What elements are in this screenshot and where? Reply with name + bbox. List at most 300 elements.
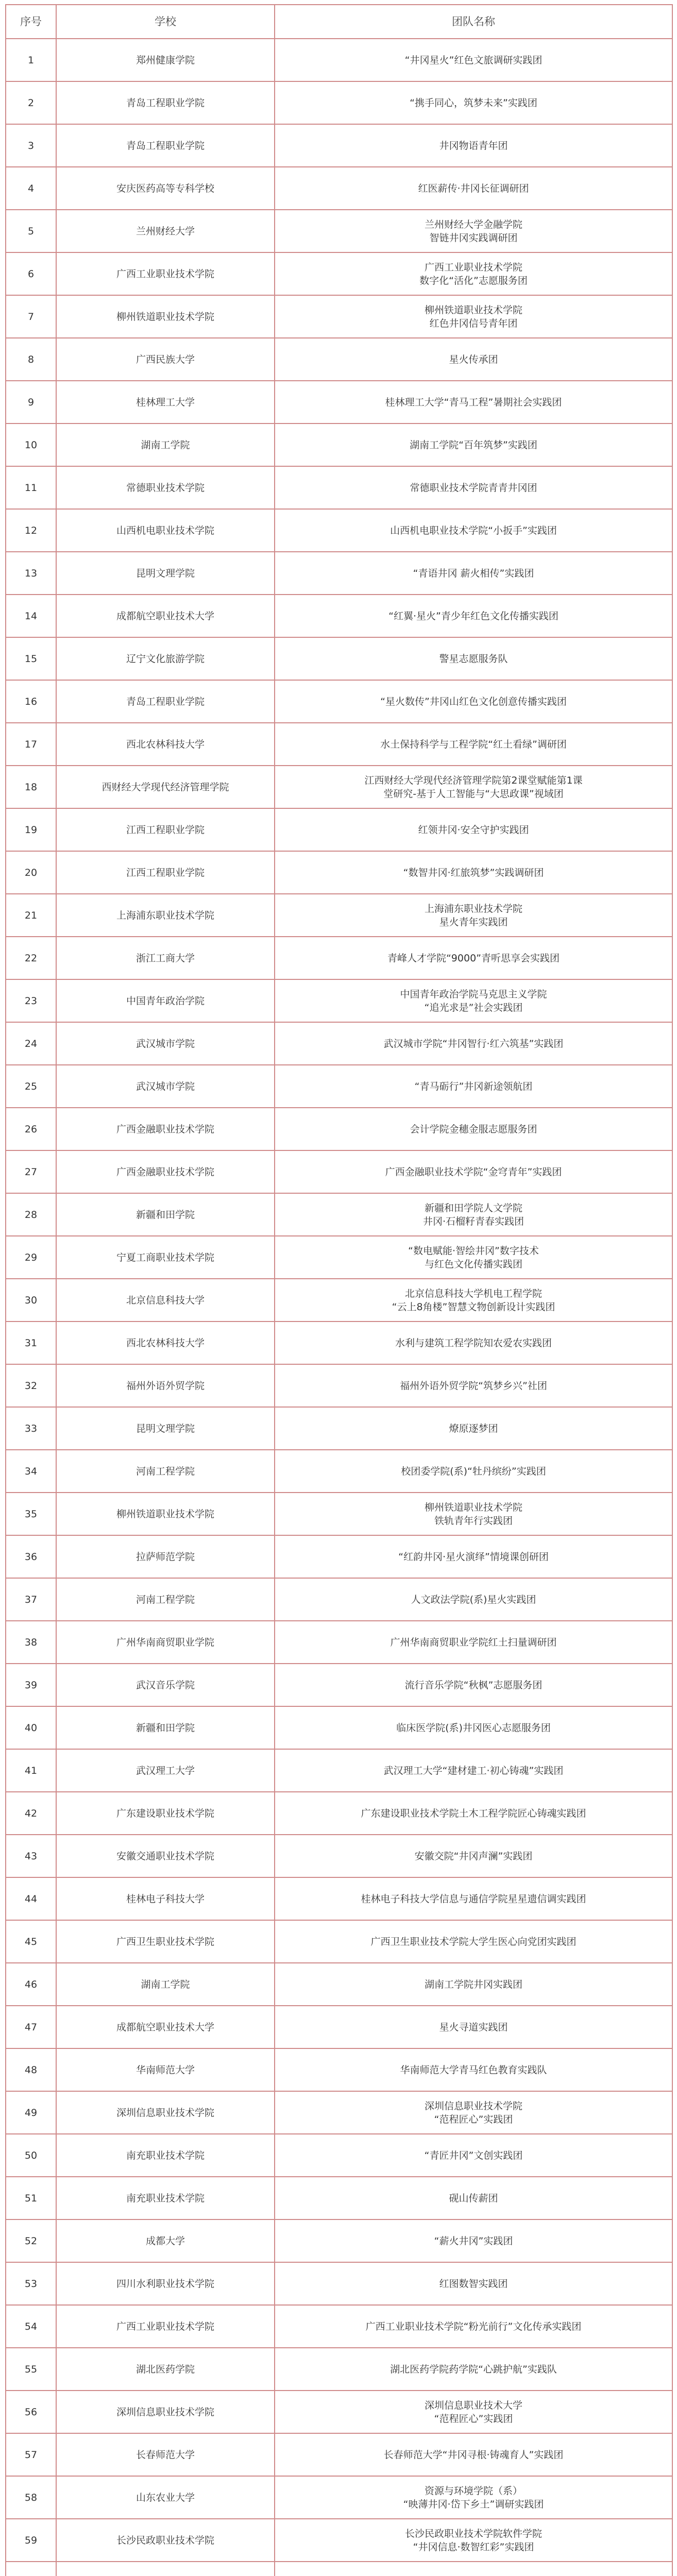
school-name: 武汉音乐学院 <box>56 1664 275 1706</box>
table-row <box>6 1535 672 1578</box>
team-name: 长沙民政职业技术学院软件学院 “井冈信息·数智红彩”实践团 <box>404 2528 542 2553</box>
school-name: 深圳信息职业技术学院 <box>56 2391 275 2433</box>
table-row <box>6 2476 672 2519</box>
team-name-cell <box>275 680 672 723</box>
team-name: 星火传承团 <box>449 353 498 365</box>
school-name <box>56 2562 275 2576</box>
row-number: 54 <box>6 2305 56 2348</box>
team-name-cell <box>275 39 672 81</box>
table-row <box>6 2219 672 2262</box>
team-name: 湖北医药学院药学院“心跳护航”实践队 <box>390 2363 557 2375</box>
row-number: 26 <box>6 1108 56 1150</box>
team-name: 红医薪传·井冈长征调研团 <box>418 182 529 194</box>
table-row <box>6 1792 672 1835</box>
team-name: “红翼·星火”青少年红色文化传播实践团 <box>388 610 558 622</box>
team-name: 安徽交院“井冈声澜”实践团 <box>414 1850 533 1862</box>
row-number: 40 <box>6 1706 56 1749</box>
team-name: 人文政法学院(系)星火实践团 <box>411 1594 536 1605</box>
table-row <box>6 2433 672 2476</box>
team-list-table <box>5 4 673 2576</box>
table-row <box>6 595 672 637</box>
school-name: 柳州铁道职业技术学院 <box>56 295 275 338</box>
table-body <box>6 39 672 2576</box>
team-name-cell <box>275 1150 672 1193</box>
row-number: 25 <box>6 1065 56 1108</box>
team-name-cell <box>275 2177 672 2219</box>
team-name-cell <box>275 466 672 509</box>
row-number: 37 <box>6 1578 56 1621</box>
table-row <box>6 2006 672 2048</box>
team-name: 红图数智实践团 <box>439 2278 508 2290</box>
header-team: 团队名称 <box>275 5 672 39</box>
table-row <box>6 1193 672 1236</box>
row-number: 34 <box>6 1450 56 1493</box>
header-school: 学校 <box>56 5 275 39</box>
school-name: 桂林电子科技大学 <box>56 1877 275 1920</box>
team-name: 桂林电子科技大学信息与通信学院星星遗信调实践团 <box>361 1893 586 1905</box>
team-name: 燎原逐梦团 <box>449 1422 498 1434</box>
table-row <box>6 2519 672 2562</box>
team-name: 深圳信息职业技术大学 “范程匠心”实践团 <box>424 2399 522 2425</box>
team-name-cell <box>275 124 672 167</box>
school-name: 昆明文理学院 <box>56 1407 275 1450</box>
team-name: 山西机电职业技术学院“小扳手”实践团 <box>390 524 557 536</box>
team-name: 江西财经大学现代经济管理学院第2课堂赋能第1课 堂研究-基于人工智能与“大思政课”视域团 <box>364 774 583 800</box>
school-name: 广州华南商贸职业学院 <box>56 1621 275 1664</box>
row-number: 27 <box>6 1150 56 1193</box>
table-row <box>6 723 672 766</box>
school-name: 广西民族大学 <box>56 338 275 381</box>
team-name-cell <box>275 1706 672 1749</box>
school-name: 深圳信息职业技术学院 <box>56 2091 275 2134</box>
row-number: 24 <box>6 1022 56 1065</box>
team-name-cell <box>275 1835 672 1877</box>
school-name: 福州外语外贸学院 <box>56 1364 275 1407</box>
table-row <box>6 1364 672 1407</box>
row-number: 58 <box>6 2476 56 2519</box>
table-row <box>6 1920 672 1963</box>
team-name-cell <box>275 2562 672 2576</box>
team-name-cell <box>275 1022 672 1065</box>
team-name: 福州外语外贸学院“筑梦乡兴”社团 <box>400 1380 547 1392</box>
row-number: 56 <box>6 2391 56 2433</box>
team-name-cell <box>275 2006 672 2048</box>
team-name-cell <box>275 595 672 637</box>
school-name: 南充职业技术学院 <box>56 2134 275 2177</box>
row-number: 43 <box>6 1835 56 1877</box>
row-number: 52 <box>6 2219 56 2262</box>
team-name: 广西金融职业技术学院“金穹青年”实践团 <box>385 1166 562 1178</box>
school-name: 河南工程学院 <box>56 1578 275 1621</box>
row-number: 15 <box>6 637 56 680</box>
table-row <box>6 1963 672 2006</box>
team-name: 华南师范大学青马红色教育实践队 <box>400 2064 547 2076</box>
table-row <box>6 2305 672 2348</box>
team-name-cell <box>275 894 672 937</box>
school-name: 江西工程职业学院 <box>56 851 275 894</box>
row-number: 32 <box>6 1364 56 1407</box>
team-name-cell <box>275 2476 672 2519</box>
school-name: 安徽交通职业技术学院 <box>56 1835 275 1877</box>
team-name-cell <box>275 637 672 680</box>
team-name-cell <box>275 2219 672 2262</box>
team-name-cell <box>275 1963 672 2006</box>
team-name-cell <box>275 937 672 979</box>
school-name: 新疆和田学院 <box>56 1193 275 1236</box>
school-name: 桂林理工大学 <box>56 381 275 423</box>
team-name: 武汉理工大学“建材建工·初心铸魂”实践团 <box>383 1765 564 1776</box>
table-row <box>6 680 672 723</box>
row-number: 53 <box>6 2262 56 2305</box>
row-number: 59 <box>6 2519 56 2562</box>
team-name: “青匠井冈”文创实践团 <box>424 2149 523 2161</box>
team-name: “数电赋能·智绘井冈”数字技术 与红色文化传播实践团 <box>408 1245 539 1270</box>
table-row <box>6 1749 672 1792</box>
table-row <box>6 808 672 851</box>
school-name: 广西工业职业技术学院 <box>56 252 275 295</box>
row-number: 48 <box>6 2048 56 2091</box>
row-number: 42 <box>6 1792 56 1835</box>
school-name: 西财经大学现代经济管理学院 <box>56 766 275 808</box>
team-name-cell <box>275 1664 672 1706</box>
team-name-cell <box>275 2519 672 2562</box>
row-number: 9 <box>6 381 56 423</box>
table-header-row <box>6 5 672 39</box>
row-number: 35 <box>6 1493 56 1535</box>
school-name: 长春师范大学 <box>56 2433 275 2476</box>
row-number: 2 <box>6 81 56 124</box>
table-row <box>6 1835 672 1877</box>
team-name-cell <box>275 1407 672 1450</box>
row-number: 18 <box>6 766 56 808</box>
school-name: 辽宁文化旅游学院 <box>56 637 275 680</box>
table-row <box>6 124 672 167</box>
team-name: 水土保持科学与工程学院“红土看绿”调研团 <box>380 738 567 750</box>
team-name: 校团委学院(系)“牡丹缤纷”实践团 <box>401 1465 546 1477</box>
school-name: 西北农林科技大学 <box>56 723 275 766</box>
team-name-cell <box>275 979 672 1022</box>
table-row <box>6 210 672 252</box>
team-name: 广州华南商贸职业学院红土扫量调研团 <box>390 1636 557 1648</box>
row-number: 8 <box>6 338 56 381</box>
team-name-cell <box>275 1193 672 1236</box>
school-name: 山西机电职业技术学院 <box>56 509 275 552</box>
team-name: 桂林理工大学“青马工程”暑期社会实践团 <box>385 396 562 408</box>
team-name: “井冈星火”红色文旅调研实践团 <box>404 54 543 66</box>
school-name: 湖南工学院 <box>56 423 275 466</box>
row-number: 29 <box>6 1236 56 1279</box>
table-row <box>6 1664 672 1706</box>
team-name-cell <box>275 81 672 124</box>
row-number: 36 <box>6 1535 56 1578</box>
team-name-cell <box>275 2391 672 2433</box>
team-name-cell <box>275 1792 672 1835</box>
school-name: 西北农林科技大学 <box>56 1321 275 1364</box>
team-name: 兰州财经大学金融学院 智链井冈实践调研团 <box>424 218 522 244</box>
school-name: 昆明文理学院 <box>56 552 275 595</box>
team-name-cell <box>275 808 672 851</box>
school-name: 湖北医药学院 <box>56 2348 275 2391</box>
team-name: “青语井冈 薪火相传”实践团 <box>413 567 534 579</box>
school-name: 南充职业技术学院 <box>56 2177 275 2219</box>
table-row <box>6 39 672 81</box>
team-name-cell <box>275 2091 672 2134</box>
row-number: 49 <box>6 2091 56 2134</box>
team-name-cell <box>275 1877 672 1920</box>
school-name: 广西工业职业技术学院 <box>56 2305 275 2348</box>
school-name: 青岛工程职业学院 <box>56 81 275 124</box>
team-name-cell <box>275 210 672 252</box>
team-name: 星火寻道实践团 <box>439 2021 508 2033</box>
school-name: 青岛工程职业学院 <box>56 680 275 723</box>
team-name: 红领井冈·安全守护实践团 <box>418 824 529 836</box>
team-name: 新疆和田学院人文学院 井冈·石榴籽青春实践团 <box>422 1202 524 1227</box>
row-number: 46 <box>6 1963 56 2006</box>
school-name: 广西卫生职业技术学院 <box>56 1920 275 1963</box>
row-number: 45 <box>6 1920 56 1963</box>
table-row <box>6 423 672 466</box>
table-row <box>6 894 672 937</box>
team-name-cell <box>275 1279 672 1321</box>
table-row <box>6 1108 672 1150</box>
row-number: 7 <box>6 295 56 338</box>
row-number: 4 <box>6 167 56 210</box>
team-name: 柳州铁道职业技术学院 红色井冈信号青年团 <box>424 304 522 329</box>
team-name: “携手同心，筑梦未来”实践团 <box>410 97 537 109</box>
team-name-cell <box>275 338 672 381</box>
team-name-cell <box>275 1236 672 1279</box>
school-name: 武汉城市学院 <box>56 1065 275 1108</box>
school-name: 上海浦东职业技术学院 <box>56 894 275 937</box>
table-row <box>6 381 672 423</box>
school-name: 常德职业技术学院 <box>56 466 275 509</box>
school-name: 湖南工学院 <box>56 1963 275 2006</box>
school-name: 柳州铁道职业技术学院 <box>56 1493 275 1535</box>
team-name: “星火数传”井冈山红色文化创意传播实践团 <box>380 696 567 707</box>
school-name: 浙江工商大学 <box>56 937 275 979</box>
row-number: 44 <box>6 1877 56 1920</box>
table-row <box>6 2262 672 2305</box>
row-number: 14 <box>6 595 56 637</box>
header-num: 序号 <box>6 5 56 39</box>
team-name-cell <box>275 1321 672 1364</box>
school-name: 广东建设职业技术学院 <box>56 1792 275 1835</box>
team-name-cell <box>275 1108 672 1150</box>
table-row <box>6 1706 672 1749</box>
team-name-cell <box>275 552 672 595</box>
team-name: 临床医学院(系)井冈医心志愿服务团 <box>396 1722 551 1734</box>
table-row <box>6 81 672 124</box>
row-number: 33 <box>6 1407 56 1450</box>
table-row <box>6 2348 672 2391</box>
team-name-cell <box>275 1450 672 1493</box>
row-number: 28 <box>6 1193 56 1236</box>
row-number: 30 <box>6 1279 56 1321</box>
team-name-cell <box>275 1621 672 1664</box>
table-row <box>6 509 672 552</box>
table-row <box>6 338 672 381</box>
team-name-cell <box>275 2305 672 2348</box>
school-name: 山东农业大学 <box>56 2476 275 2519</box>
team-name-cell <box>275 1749 672 1792</box>
row-number: 41 <box>6 1749 56 1792</box>
row-number: 19 <box>6 808 56 851</box>
team-name: 青峰人才学院“9000”青听思享会实践团 <box>387 952 560 964</box>
row-number: 23 <box>6 979 56 1022</box>
row-number: 57 <box>6 2433 56 2476</box>
team-name-cell <box>275 1364 672 1407</box>
team-name: 会计学院金穗金服志愿服务团 <box>410 1123 537 1135</box>
row-number: 50 <box>6 2134 56 2177</box>
table-row <box>6 2177 672 2219</box>
school-name: 安庆医药高等专科学校 <box>56 167 275 210</box>
row-number: 20 <box>6 851 56 894</box>
team-name: “数智井冈·红旅筑梦”实践调研团 <box>403 867 544 878</box>
school-name: 四川水利职业技术学院 <box>56 2262 275 2305</box>
row-number: 5 <box>6 210 56 252</box>
team-name-cell <box>275 2134 672 2177</box>
team-name: 广西卫生职业技术学院大学生医心向党团实践团 <box>370 1936 577 1947</box>
school-name: 广西金融职业技术学院 <box>56 1150 275 1193</box>
row-number: 38 <box>6 1621 56 1664</box>
team-name: 长春师范大学“井冈寻根·铸魂育人”实践团 <box>383 2449 564 2461</box>
table-row <box>6 252 672 295</box>
team-name-cell <box>275 1535 672 1578</box>
table-row <box>6 979 672 1022</box>
school-name: 青岛工程职业学院 <box>56 124 275 167</box>
team-name-cell <box>275 1920 672 1963</box>
team-name: 上海浦东职业技术学院 星火青年实践团 <box>424 903 522 928</box>
table-row <box>6 2562 672 2576</box>
team-name-cell <box>275 766 672 808</box>
row-number: 10 <box>6 423 56 466</box>
table-row <box>6 2391 672 2433</box>
row-number: 17 <box>6 723 56 766</box>
team-name: 水利与建筑工程学院知农爱农实践团 <box>395 1337 552 1349</box>
team-name-cell <box>275 252 672 295</box>
school-name: 成都航空职业技术大学 <box>56 2006 275 2048</box>
table-row <box>6 167 672 210</box>
table-row <box>6 766 672 808</box>
team-name-cell <box>275 509 672 552</box>
table-row <box>6 1621 672 1664</box>
row-number: 31 <box>6 1321 56 1364</box>
row-number: 6 <box>6 252 56 295</box>
school-name: 成都大学 <box>56 2219 275 2262</box>
team-name: 湖南工学院井冈实践团 <box>424 1978 522 1990</box>
table-row <box>6 2134 672 2177</box>
team-name-cell <box>275 1065 672 1108</box>
table-row <box>6 1150 672 1193</box>
table-row <box>6 295 672 338</box>
team-name-cell <box>275 2262 672 2305</box>
row-number: 22 <box>6 937 56 979</box>
row-number: 13 <box>6 552 56 595</box>
team-name-cell <box>275 723 672 766</box>
school-name: 广西金融职业技术学院 <box>56 1108 275 1150</box>
table-row <box>6 1279 672 1321</box>
table-row <box>6 1022 672 1065</box>
row-number: 39 <box>6 1664 56 1706</box>
table-row <box>6 1407 672 1450</box>
school-name: 北京信息科技大学 <box>56 1279 275 1321</box>
school-name: 中国青年政治学院 <box>56 979 275 1022</box>
school-name: 武汉理工大学 <box>56 1749 275 1792</box>
team-name-cell <box>275 2348 672 2391</box>
team-name: 广西工业职业技术学院“粉光前行”文化传承实践团 <box>365 2320 582 2332</box>
team-name: 广西工业职业技术学院 数字化“活化”志愿服务团 <box>419 261 528 286</box>
team-name: 深圳信息职业技术学院 “范程匠心”实践团 <box>424 2100 522 2125</box>
team-name: “青马砺行”井冈新途领航团 <box>414 1080 533 1092</box>
row-number: 16 <box>6 680 56 723</box>
team-name-cell <box>275 1493 672 1535</box>
table-row <box>6 1877 672 1920</box>
team-name-cell <box>275 423 672 466</box>
team-name: 中国青年政治学院马克思主义学院 “追光求是”社会实践团 <box>400 988 547 1013</box>
table-row <box>6 637 672 680</box>
team-name: “红韵井冈·星火演绎”情境课创研团 <box>398 1551 549 1563</box>
school-name: 江西工程职业学院 <box>56 808 275 851</box>
table-row <box>6 1236 672 1279</box>
school-name: 华南师范大学 <box>56 2048 275 2091</box>
team-name: 广东建设职业技术学院土木工程学院匠心铸魂实践团 <box>361 1807 586 1819</box>
table-row <box>6 1493 672 1535</box>
school-name: 长沙民政职业技术学院 <box>56 2519 275 2562</box>
team-name: 柳州铁道职业技术学院 铁轨青年行实践团 <box>424 1501 522 1527</box>
school-name: 兰州财经大学 <box>56 210 275 252</box>
table-row <box>6 2091 672 2134</box>
team-name-cell <box>275 381 672 423</box>
row-number <box>6 2562 56 2576</box>
school-name: 宁夏工商职业技术学院 <box>56 1236 275 1279</box>
team-name: 资源与环境学院（系） “映薄井冈·岱下乡土”调研实践团 <box>403 2485 544 2510</box>
team-name-cell <box>275 1578 672 1621</box>
row-number: 47 <box>6 2006 56 2048</box>
team-name: 流行音乐学院“秋枫”志愿服务团 <box>404 1679 543 1691</box>
table-row <box>6 851 672 894</box>
team-name: 井冈物语青年团 <box>439 140 508 151</box>
table-row <box>6 1321 672 1364</box>
team-name-cell <box>275 167 672 210</box>
team-name: 警星志愿服务队 <box>439 653 508 665</box>
table-row <box>6 466 672 509</box>
team-name-cell <box>275 295 672 338</box>
row-number: 11 <box>6 466 56 509</box>
school-name: 拉萨师范学院 <box>56 1535 275 1578</box>
table-row <box>6 937 672 979</box>
team-name-cell <box>275 851 672 894</box>
row-number: 51 <box>6 2177 56 2219</box>
school-name: 郑州健康学院 <box>56 39 275 81</box>
school-name: 成都航空职业技术大学 <box>56 595 275 637</box>
row-number: 3 <box>6 124 56 167</box>
row-number: 1 <box>6 39 56 81</box>
team-name-cell <box>275 2433 672 2476</box>
team-name: 武汉城市学院“井冈智行·红六筑基”实践团 <box>383 1038 564 1049</box>
team-name-cell <box>275 2048 672 2091</box>
table-row <box>6 2048 672 2091</box>
school-name: 河南工程学院 <box>56 1450 275 1493</box>
table-row <box>6 552 672 595</box>
team-name: 砚山传薪团 <box>449 2192 498 2204</box>
team-name: “薪火井冈”实践团 <box>434 2235 513 2247</box>
team-name: 北京信息科技大学机电工程学院 “云上8角楼”智慧文物创新设计实践团 <box>392 1287 555 1313</box>
table-row <box>6 1578 672 1621</box>
school-name: 武汉城市学院 <box>56 1022 275 1065</box>
team-name: 湖南工学院“百年筑梦”实践团 <box>410 439 537 451</box>
table-row <box>6 1065 672 1108</box>
row-number: 55 <box>6 2348 56 2391</box>
